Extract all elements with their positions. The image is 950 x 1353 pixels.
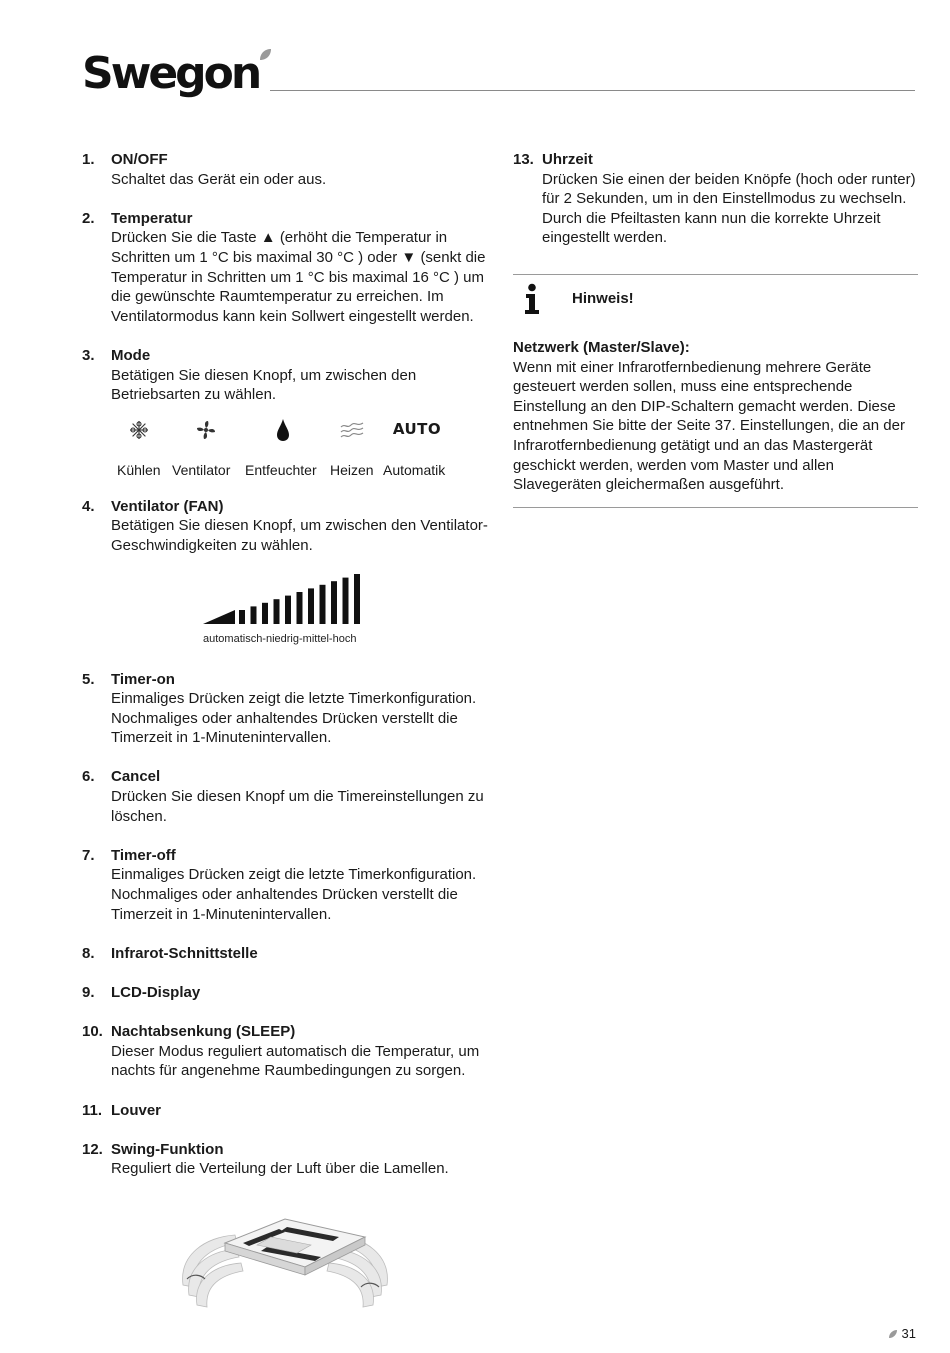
fan-speed-bar (262, 602, 268, 623)
list-item: 11. Louver (82, 1101, 492, 1121)
fan-speed-bars (203, 574, 368, 626)
fan-speed-bar (274, 599, 280, 624)
item-desc: Betätigen Sie diesen Knopf, um zwischen den Betriebsarten zu wählen. (111, 366, 417, 404)
fan-speed-caption: automatisch-niedrig-mittel-hoch (203, 632, 357, 645)
list-item: 1. ON/OFF Schaltet das Gerät ein oder aus. (82, 150, 492, 189)
item-title: Ventilator (FAN) (111, 497, 224, 515)
header-rule (270, 90, 915, 91)
note-subtitle: Netzwerk (Master/Slave): (513, 338, 690, 356)
list-item: 12. Swing-Funktion Reguliert die Verteilung der Luft über die Lamellen. (82, 1140, 492, 1179)
item-title: Timer-on (111, 670, 175, 688)
fan-speed-bar (239, 610, 245, 624)
item-desc: Einmaliges Drücken zeigt die letzte Timerkonfiguration. Nochmaliges oder anhaltendes Drücken verstellt die Timerzeit in 1-Minutenintervallen. (111, 690, 477, 747)
left-column (82, 150, 492, 1179)
note-label: Hinweis! (572, 289, 634, 307)
list-item: 9. LCD-Display (82, 983, 492, 1003)
mode-label: Kühlen (117, 461, 161, 478)
leaf-icon (258, 48, 272, 62)
list-item: 6. Cancel Drücken Sie diesen Knopf um die Timereinstellungen zu löschen. (82, 767, 492, 826)
item-desc: Drücken Sie einen der beiden Knöpfe (hoch oder runter) für 2 Sekunden, um in den Einstellmodus zu wechseln. Durch die Pfeiltasten kann nun die korrekte Uhrzeit eingestellt werden. (542, 170, 916, 247)
snowflake-icon (128, 415, 150, 445)
item-title: Infrarot-Schnittstelle (111, 944, 258, 962)
cassette-unit-illustration (175, 1215, 395, 1330)
item-desc: Reguliert die Verteilung der Luft über die Lamellen. (111, 1160, 449, 1178)
item-desc: Schaltet das Gerät ein oder aus. (111, 170, 327, 188)
fan-icon (194, 415, 218, 445)
item-title: Temperatur (111, 209, 193, 227)
fan-speed-bar (320, 584, 326, 623)
item-title: LCD-Display (111, 984, 201, 1001)
fan-speed-bar (308, 588, 314, 624)
fan-speed-bar (354, 574, 360, 624)
list-item: 4. Ventilator (FAN) Betätigen Sie diesen Knopf, um zwischen den Ventilator-Geschwindigkeiten zu wählen. (82, 497, 492, 556)
item-desc: Drücken Sie diesen Knopf um die Timereinstellungen zu löschen. (111, 788, 484, 825)
fan-speed-indicator (82, 570, 492, 670)
heat-waves-icon (338, 415, 366, 445)
item-title: Nachtabsenkung (SLEEP) (111, 1023, 296, 1041)
mode-label: Entfeuchter (245, 461, 317, 478)
list-item: 5. Timer-on Einmaliges Drücken zeigt die letzte Timerkonfiguration. Nochmaliges oder anhaltendes Drücken verstellt die Timerzeit in 1-Minutenintervallen. (82, 670, 492, 748)
fan-speed-bar (343, 577, 349, 623)
droplet-icon (274, 415, 292, 445)
swegon-logo (82, 46, 272, 102)
list-item: 8. Infrarot-Schnittstelle (82, 944, 492, 964)
mode-icons (82, 415, 492, 497)
item-desc: Dieser Modus reguliert automatisch die Temperatur, um nachts für angenehme Raumbedingungen zu sorgen. (111, 1042, 480, 1080)
page-number: 31 (888, 1326, 916, 1341)
fan-speed-bar (251, 606, 257, 624)
note-text: Wenn mit einer Infrarotfernbedienung mehrere Geräte gesteuert werden sollen, muss eine entsprechende Einstellung an den DIP-Schaltern gemacht werden. Diese entnehmen Sie bitte der Seite 37. Einstellungen, die an der Infrarotfernbedienung getätigt und an das Mastergerät geschickt werden, werden vom Master und allen Slavegeräten gleichermaßen ausgeführt. (513, 358, 918, 508)
right-column (513, 150, 918, 508)
mode-label: Ventilator (172, 461, 231, 478)
item-desc: Betätigen Sie diesen Knopf, um zwischen den Ventilator-Geschwindigkeiten zu wählen. (111, 517, 488, 554)
list-item: 10. Nachtabsenkung (SLEEP) Dieser Modus reguliert automatisch die Temperatur, um nachts für angenehme Raumbedingungen zu sorgen. (82, 1022, 492, 1081)
item-title: Mode (111, 346, 151, 364)
logo-text: Swegon (82, 48, 260, 99)
fan-speed-bar (285, 595, 291, 623)
item-title: Swing-Funktion (111, 1140, 224, 1158)
fan-speed-bar (331, 581, 337, 624)
mode-label: Automatik (383, 461, 446, 478)
list-item: 2. Temperatur Drücken Sie die Taste ▲ (erhöht die Temperatur in Schritten um 1 °C bis maximal 30 °C ) oder ▼ (senkt die Temperatur in Schritten um 1 °C bis maximal 16 °C ) um die gewünschte Raumtemperatur zu erreichen. Im Ventilatormodus kann kein Sollwert eingestellt werden. (82, 209, 492, 327)
list-item: 7. Timer-off Einmaliges Drücken zeigt die letzte Timerkonfiguration. Nochmaliges oder anhaltendes Drücken verstellt die Timerzeit in 1-Minutenintervallen. (82, 846, 492, 924)
item-desc: Einmaliges Drücken zeigt die letzte Timerkonfiguration. Nochmaliges oder anhaltendes Drücken verstellt die Timerzeit in 1-Minutenintervallen. (111, 866, 477, 923)
mode-label: Heizen (330, 461, 374, 478)
note-header (513, 274, 918, 334)
item-title: ON/OFF (111, 151, 168, 168)
item-title: Timer-off (111, 846, 176, 864)
leaf-icon (888, 1329, 898, 1339)
item-title: Uhrzeit (542, 151, 593, 168)
list-item: 13. Uhrzeit Drücken Sie einen der beiden Knöpfe (hoch oder runter) für 2 Sekunden, um in den Einstellmodus zu wechseln. Durch die Pfeiltasten kann nun die korrekte Uhrzeit eingestellt werden. (513, 150, 918, 248)
list-item: 3. Mode Betätigen Sie diesen Knopf, um zwischen den Betriebsarten zu wählen. (82, 346, 492, 405)
item-title: Louver (111, 1101, 162, 1119)
item-desc: Drücken Sie die Taste ▲ (erhöht die Temperatur in Schritten um 1 °C bis maximal 30 °C ) oder ▼ (senkt die Temperatur in Schritten um 1 °C bis maximal 16 °C ) um die gewünschte Raumtemperatur zu erreichen. Im Ventilatormodus kann kein Sollwert eingestellt werden. (111, 229, 486, 325)
auto-mode-icon: AUTO (392, 419, 442, 438)
info-icon (523, 283, 541, 315)
fan-speed-bar (297, 592, 303, 624)
fan-speed-wedge (203, 610, 235, 624)
item-title: Cancel (111, 768, 161, 786)
